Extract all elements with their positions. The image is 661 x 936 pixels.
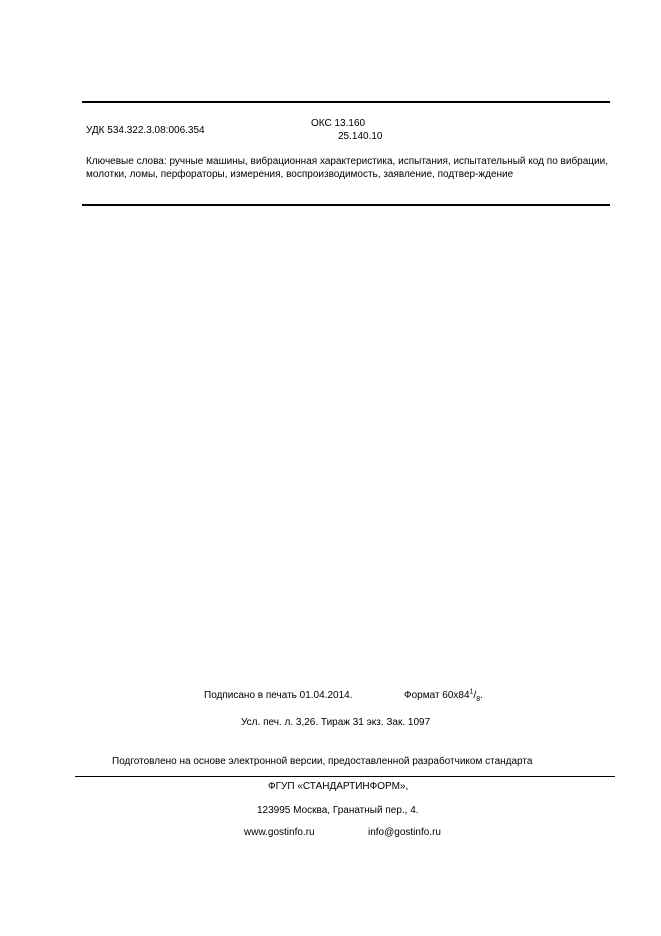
paper-format: Формат $60х84^1/_8$. xyxy=(404,688,483,703)
signed-date: Подписано в печать 01.04.2014. xyxy=(204,690,353,701)
format-sup: 1 xyxy=(469,688,474,696)
udk-code: УДК 534.322.3.08:006.354 xyxy=(86,125,205,136)
keywords: Ключевые слова: ручные машины, вибрационная характеристика, испытания, испытательный код по вибрации, молотки, ломы, перфораторы, измерения, воспроизводимость, заявление, подтвер-ждение xyxy=(86,156,608,180)
format-prefix: Формат 60х84 xyxy=(404,690,470,701)
oks-code-second: 25.140.10 xyxy=(338,131,383,142)
website-link[interactable]: www.gostinfo.ru xyxy=(244,827,315,838)
format-sub: 8 xyxy=(476,696,481,703)
publisher-address: 123995 Москва, Гранатный пер., 4. xyxy=(257,805,419,816)
format-suffix: . xyxy=(480,690,483,701)
email-link[interactable]: info@gostinfo.ru xyxy=(368,827,441,838)
top-rule xyxy=(82,101,610,103)
print-info: Усл. печ. л. 3,26. Тираж 31 экз. Зак. 1097 xyxy=(241,717,431,728)
publisher-name: ФГУП «СТАНДАРТИНФОРМ», xyxy=(268,781,409,792)
prepared-note: Подготовлено на основе электронной версии, предоставленной разработчиком стандарта xyxy=(112,756,533,767)
keywords-bottom-rule xyxy=(82,204,610,206)
oks-code: ОКС 13.160 xyxy=(311,118,366,129)
publisher-rule xyxy=(75,776,615,777)
